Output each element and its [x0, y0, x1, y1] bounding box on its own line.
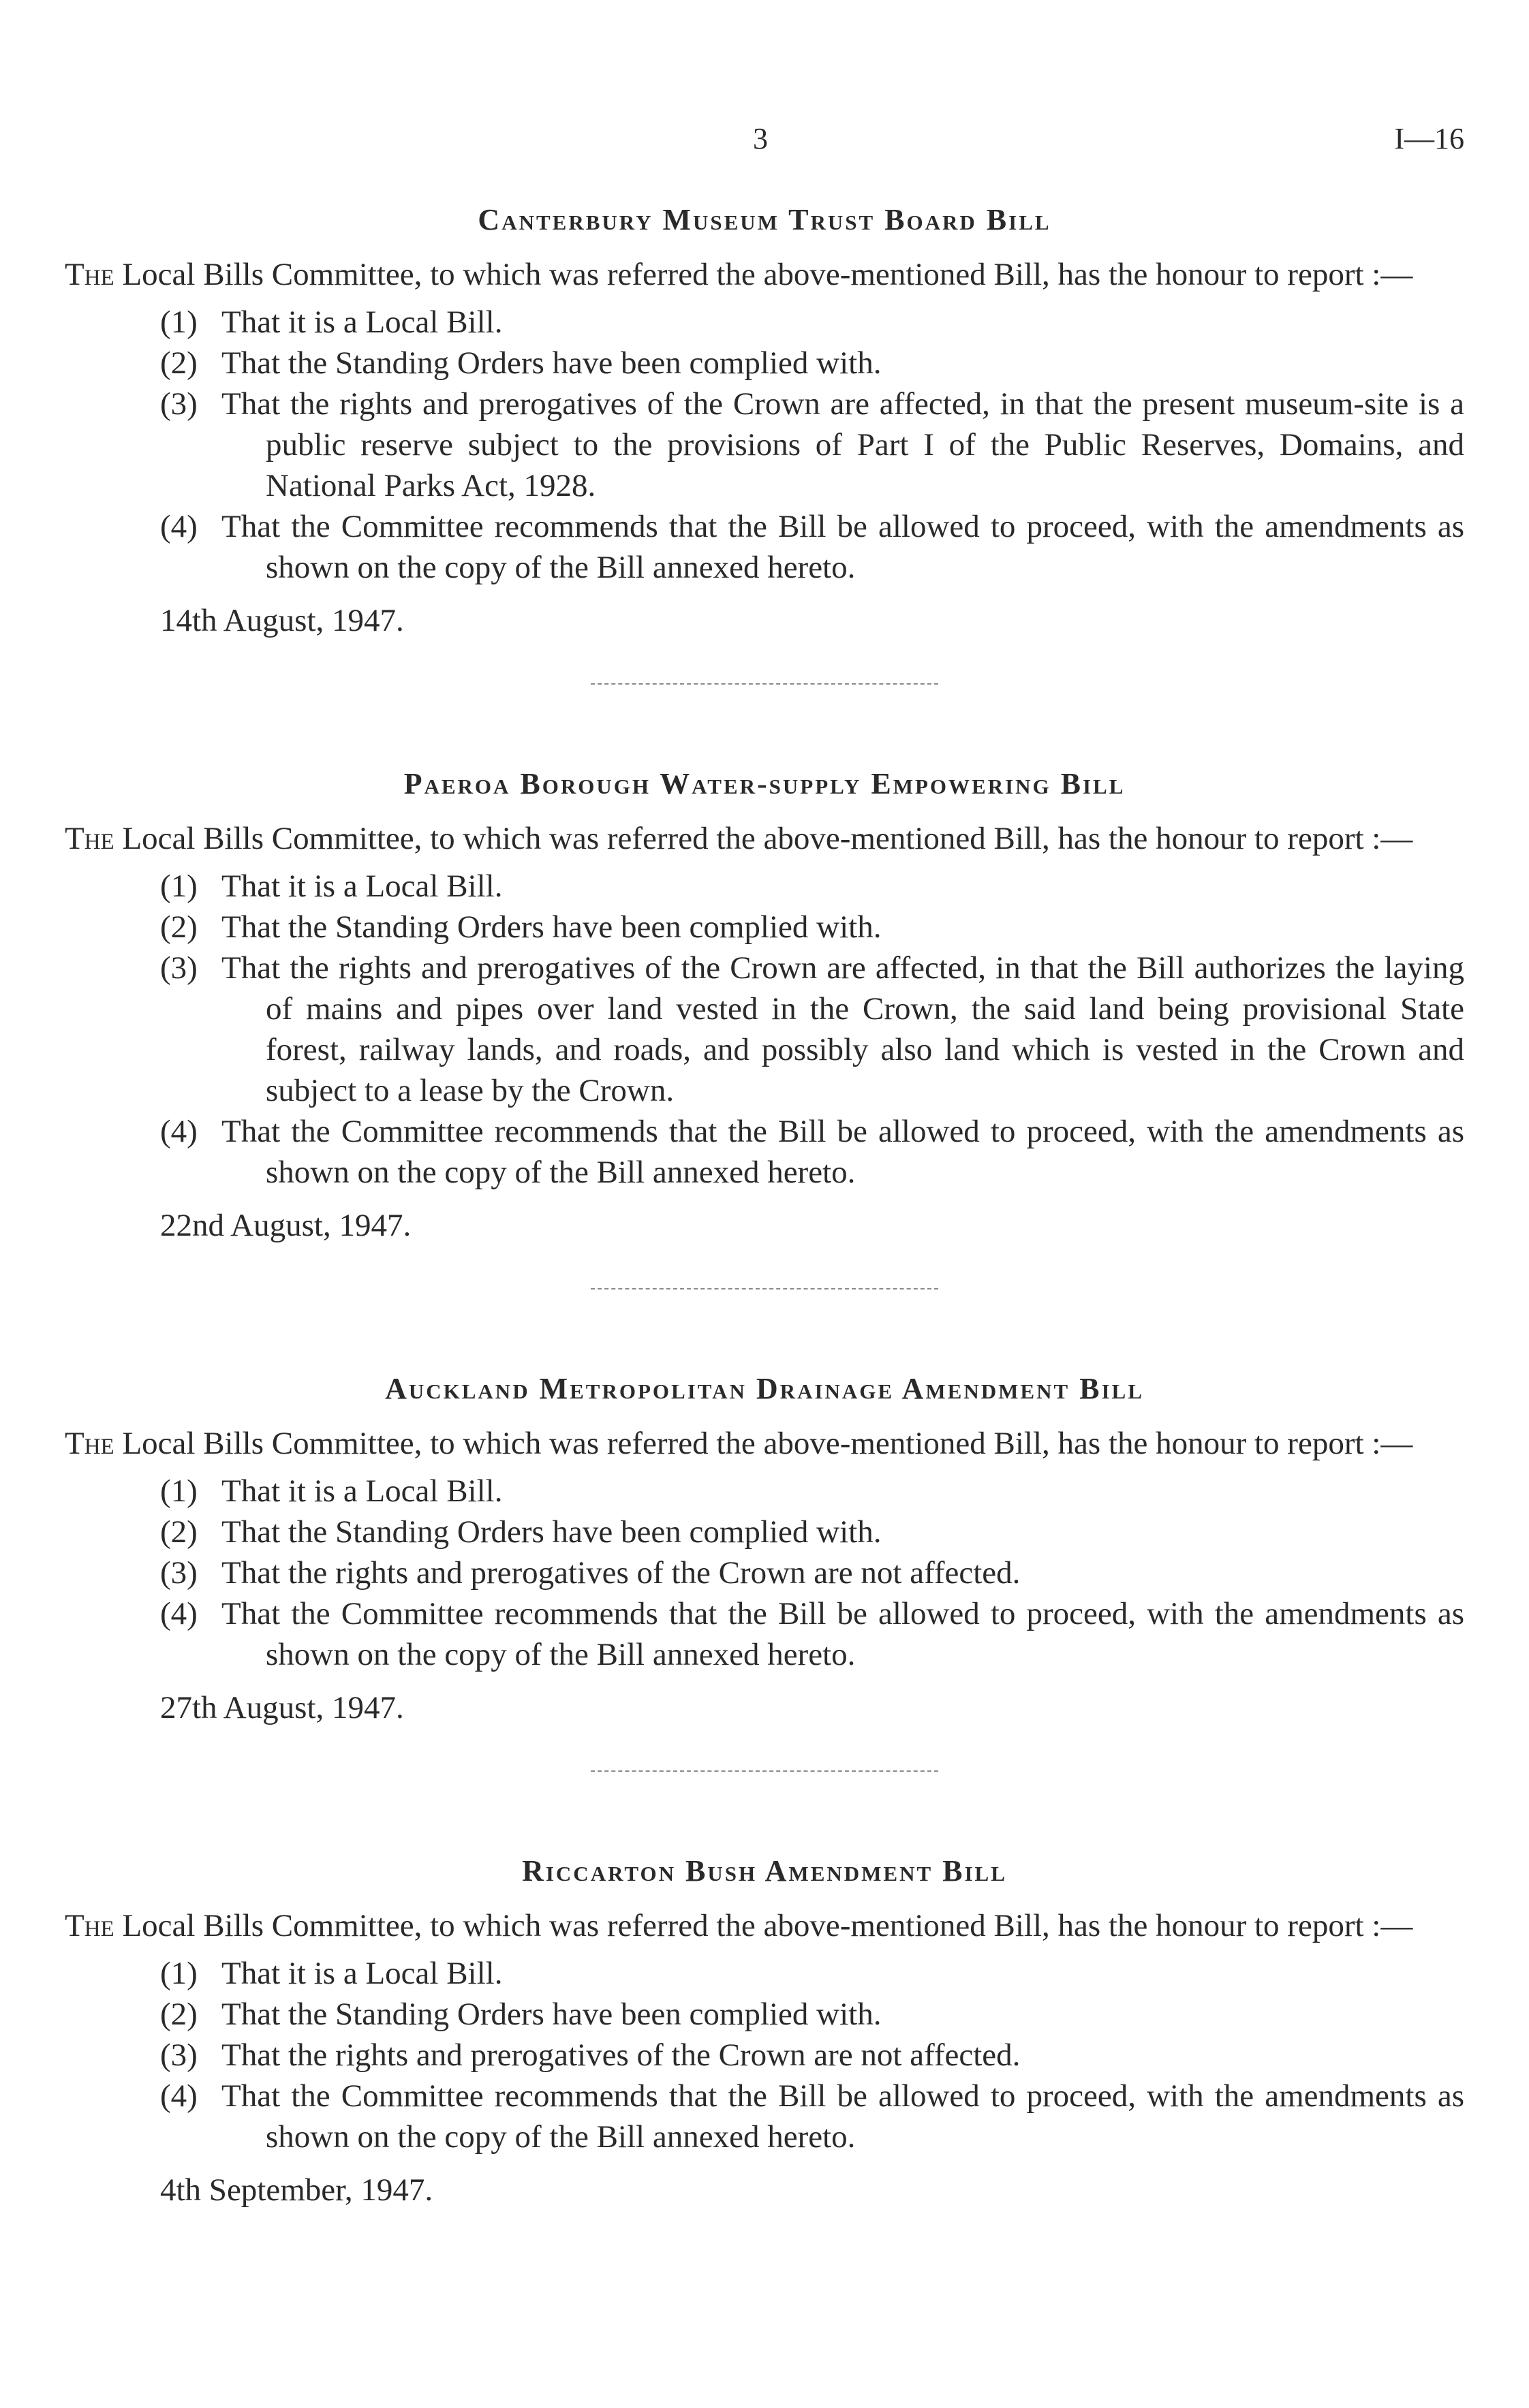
section-title: Riccarton Bush Amendment Bill: [522, 1854, 1007, 1888]
report-date: 22nd August, 1947.: [160, 1208, 412, 1243]
item-text: That the rights and prerogatives of the Crown are not affected.: [221, 2037, 1021, 2073]
item-number: (4): [160, 2078, 198, 2114]
item-number: (3): [160, 1555, 198, 1591]
item-text: That the Standing Orders have been complied with.: [221, 1514, 882, 1550]
item-text: That the Standing Orders have been complied with.: [221, 1997, 882, 2032]
intro-lead: The: [65, 821, 114, 856]
section-title: Auckland Metropolitan Drainage Amendment Bill: [385, 1372, 1144, 1405]
item-number: (3): [160, 950, 198, 986]
item-text: That the Committee recommends that the Bill be allowed to proceed, with the amendments as shown on the copy of the Bill annexed hereto.: [221, 1596, 1464, 1672]
intro-text: Local Bills Committee, to which was referred the above-mentioned Bill, has the honour to report :—: [114, 1908, 1413, 1943]
item-text: That the rights and prerogatives of the Crown are not affected.: [221, 1555, 1021, 1591]
report-item: [65, 907, 1464, 948]
item-text: That it is a Local Bill.: [221, 1956, 503, 1991]
report-item: [65, 1471, 1464, 1512]
report-item: [65, 1512, 1464, 1552]
report-item: [65, 866, 1464, 907]
paper-reference: I—16: [1394, 122, 1464, 155]
report-item: [65, 343, 1464, 384]
item-text: That the rights and prerogatives of the Crown are affected, in that the Bill authorizes the laying of mains and pipes over land vested in the Crown, the said land being provisional State forest, railway lands, and roads, and possibly also land which is vested in the Crown and subject to a lease by the Crown.: [221, 950, 1464, 1108]
report-date: 4th September, 1947.: [160, 2172, 433, 2208]
item-number: (1): [160, 1956, 198, 1991]
item-number: (4): [160, 509, 198, 544]
item-text: That the Standing Orders have been complied with.: [221, 909, 882, 945]
report-item: [65, 384, 1464, 506]
report-items: [65, 1953, 1464, 2157]
report-item: [65, 302, 1464, 343]
section-intro: [65, 254, 1464, 295]
intro-lead: The: [65, 1426, 114, 1461]
report-date: 14th August, 1947.: [160, 603, 404, 638]
report-section-canterbury: [65, 201, 1464, 641]
intro-lead: The: [65, 1908, 114, 1943]
report-body: [65, 201, 1464, 2210]
item-text: That it is a Local Bill.: [221, 304, 503, 340]
item-number: (1): [160, 304, 198, 340]
section-intro: [65, 818, 1464, 859]
item-text: That the rights and prerogatives of the Crown are affected, in that the present museum-site is a public reserve subject to the provisions of Part I of the Public Reserves, Domains, and National Parks Act, 1928.: [221, 386, 1464, 503]
item-text: That the Committee recommends that the Bill be allowed to proceed, with the amendments as shown on the copy of the Bill annexed hereto.: [221, 509, 1464, 585]
section-divider: [591, 683, 938, 685]
item-number: (2): [160, 909, 198, 945]
intro-text: Local Bills Committee, to which was referred the above-mentioned Bill, has the honour to report :—: [114, 1426, 1413, 1461]
page-header: [0, 121, 1529, 162]
report-item: [65, 1994, 1464, 2035]
report-item: [65, 1552, 1464, 1593]
report-section-auckland: [65, 1370, 1464, 1728]
item-number: (1): [160, 1473, 198, 1509]
report-item: [65, 948, 1464, 1111]
item-text: That the Committee recommends that the Bill be allowed to proceed, with the amendments as shown on the copy of the Bill annexed hereto.: [221, 1114, 1464, 1190]
item-number: (1): [160, 869, 198, 904]
intro-text: Local Bills Committee, to which was referred the above-mentioned Bill, has the honour to report :—: [114, 821, 1413, 856]
report-item: [65, 1111, 1464, 1193]
item-text: That the Committee recommends that the Bill be allowed to proceed, with the amendments as shown on the copy of the Bill annexed hereto.: [221, 2078, 1464, 2155]
page-number: 3: [753, 122, 768, 155]
report-section-paeroa: [65, 765, 1464, 1246]
report-item: [65, 2076, 1464, 2157]
section-intro: [65, 1423, 1464, 1464]
section-divider: [591, 1770, 938, 1772]
intro-text: Local Bills Committee, to which was referred the above-mentioned Bill, has the honour to report :—: [114, 257, 1413, 292]
item-number: (4): [160, 1596, 198, 1631]
item-text: That the Standing Orders have been complied with.: [221, 345, 882, 381]
report-item: [65, 1593, 1464, 1675]
item-number: (2): [160, 345, 198, 381]
report-section-riccarton: [65, 1852, 1464, 2210]
item-number: (3): [160, 386, 198, 422]
section-title: Canterbury Museum Trust Board Bill: [478, 203, 1051, 236]
section-title: Paeroa Borough Water-supply Empowering Bill: [403, 767, 1126, 800]
item-text: That it is a Local Bill.: [221, 1473, 503, 1509]
report-item: [65, 1953, 1464, 1994]
item-text: That it is a Local Bill.: [221, 869, 503, 904]
report-items: [65, 1471, 1464, 1675]
report-items: [65, 866, 1464, 1193]
section-divider: [591, 1288, 938, 1289]
report-items: [65, 302, 1464, 588]
item-number: (2): [160, 1514, 198, 1550]
report-item: [65, 506, 1464, 588]
item-number: (3): [160, 2037, 198, 2073]
intro-lead: The: [65, 257, 114, 292]
item-number: (4): [160, 1114, 198, 1149]
report-date: 27th August, 1947.: [160, 1690, 404, 1725]
report-item: [65, 2035, 1464, 2076]
item-number: (2): [160, 1997, 198, 2032]
section-intro: [65, 1905, 1464, 1946]
